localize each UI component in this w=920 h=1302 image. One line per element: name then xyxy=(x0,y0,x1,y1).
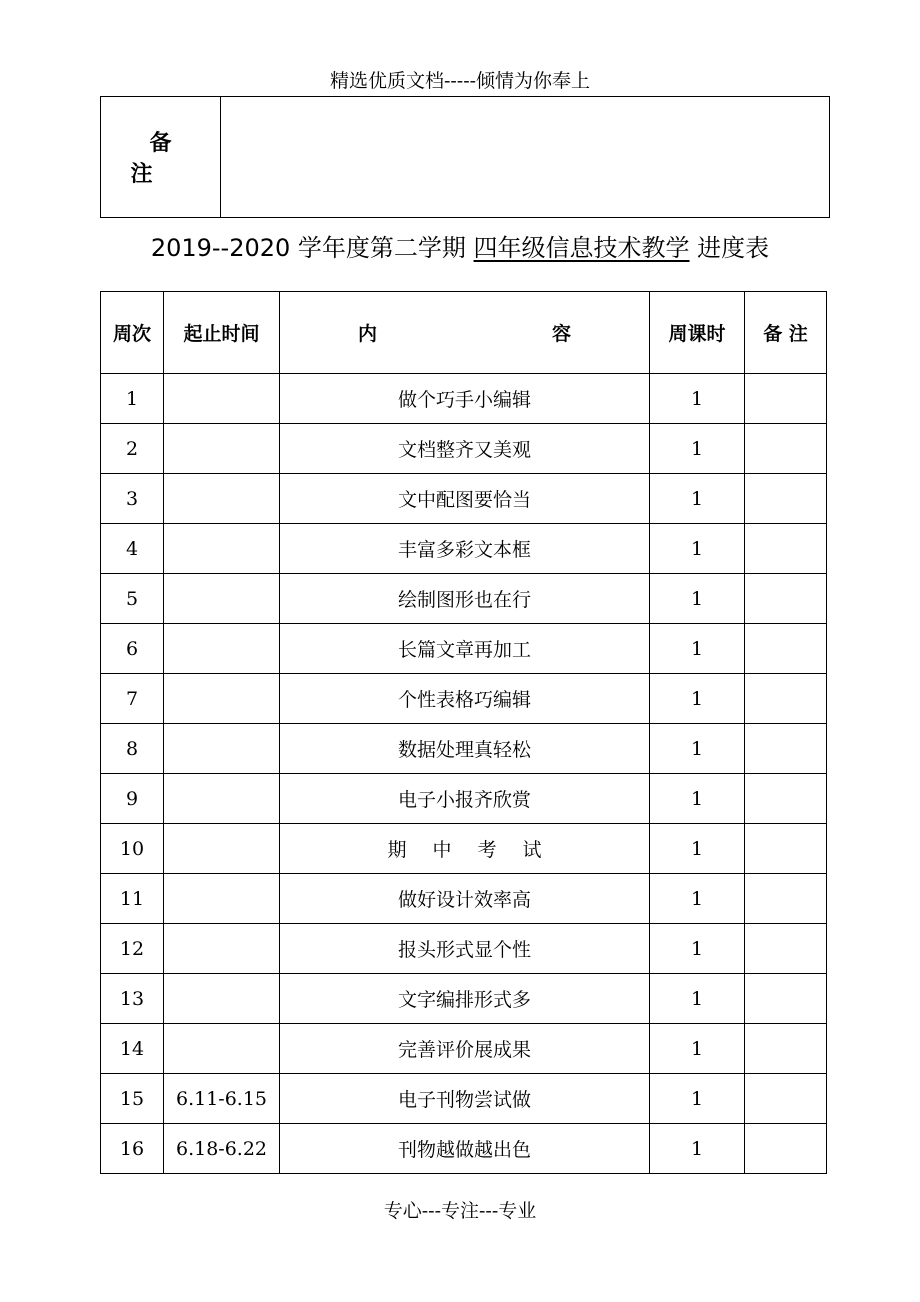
cell-week: 1 xyxy=(101,374,164,424)
cell-week: 6 xyxy=(101,624,164,674)
cell-week: 10 xyxy=(101,824,164,874)
table-row xyxy=(101,474,827,524)
table-row xyxy=(101,574,827,624)
cell-dates xyxy=(164,474,280,524)
cell-week: 12 xyxy=(101,924,164,974)
cell-week: 2 xyxy=(101,424,164,474)
cell-dates: 6.18-6.22 xyxy=(164,1124,280,1174)
cell-hours: 1 xyxy=(650,774,745,824)
cell-content: 电子小报齐欣赏 xyxy=(280,774,650,824)
cell-dates xyxy=(164,424,280,474)
table-row xyxy=(101,1024,827,1074)
title-suffix: 进度表 xyxy=(689,234,770,262)
table-row xyxy=(101,674,827,724)
table-row xyxy=(101,424,827,474)
cell-content: 个性表格巧编辑 xyxy=(280,674,650,724)
header-week: 周次 xyxy=(101,292,164,374)
cell-hours: 1 xyxy=(650,1024,745,1074)
cell-week: 8 xyxy=(101,724,164,774)
cell-week: 9 xyxy=(101,774,164,824)
cell-hours: 1 xyxy=(650,1074,745,1124)
cell-hours: 1 xyxy=(650,674,745,724)
cell-content: 文档整齐又美观 xyxy=(280,424,650,474)
cell-note xyxy=(745,674,827,724)
cell-week: 11 xyxy=(101,874,164,924)
cell-dates xyxy=(164,974,280,1024)
cell-content: 绘制图形也在行 xyxy=(280,574,650,624)
cell-note xyxy=(745,374,827,424)
cell-note xyxy=(745,1124,827,1174)
cell-hours: 1 xyxy=(650,374,745,424)
header-content xyxy=(280,292,650,374)
header-note: 备 注 xyxy=(745,292,827,374)
table-row xyxy=(101,1074,827,1124)
cell-week: 13 xyxy=(101,974,164,1024)
cell-note xyxy=(745,924,827,974)
cell-dates: 6.11-6.15 xyxy=(164,1074,280,1124)
page-footer: 专心---专注---专业 xyxy=(383,1200,537,1222)
cell-dates xyxy=(164,874,280,924)
cell-week: 7 xyxy=(101,674,164,724)
table-row xyxy=(101,774,827,824)
cell-hours: 1 xyxy=(650,424,745,474)
table-row xyxy=(101,924,827,974)
title-underlined: 四年级信息技术教学 xyxy=(473,234,690,262)
remark-box xyxy=(100,96,830,218)
cell-dates xyxy=(164,824,280,874)
cell-note xyxy=(745,1074,827,1124)
cell-hours: 1 xyxy=(650,524,745,574)
cell-note xyxy=(745,874,827,924)
title-prefix: 2019--2020 学年度第二学期 xyxy=(150,234,474,262)
cell-note xyxy=(745,774,827,824)
cell-content: 丰富多彩文本框 xyxy=(280,524,650,574)
cell-hours: 1 xyxy=(650,624,745,674)
cell-hours: 1 xyxy=(650,974,745,1024)
cell-week: 15 xyxy=(101,1074,164,1124)
table-row xyxy=(101,724,827,774)
cell-note xyxy=(745,474,827,524)
page-header: 精选优质文档-----倾情为你奉上 xyxy=(329,70,591,92)
cell-note xyxy=(745,724,827,774)
table-row xyxy=(101,1124,827,1174)
cell-dates xyxy=(164,724,280,774)
cell-content: 文中配图要恰当 xyxy=(280,474,650,524)
cell-content: 数据处理真轻松 xyxy=(280,724,650,774)
cell-week: 3 xyxy=(101,474,164,524)
cell-hours: 1 xyxy=(650,474,745,524)
remark-label: 备 注 xyxy=(101,97,221,218)
cell-dates xyxy=(164,1024,280,1074)
header-dates: 起止时间 xyxy=(164,292,280,374)
cell-hours: 1 xyxy=(650,924,745,974)
cell-hours: 1 xyxy=(650,874,745,924)
cell-dates xyxy=(164,524,280,574)
cell-content: 做好设计效率高 xyxy=(280,874,650,924)
cell-dates xyxy=(164,674,280,724)
cell-note xyxy=(745,574,827,624)
cell-hours: 1 xyxy=(650,724,745,774)
cell-dates xyxy=(164,774,280,824)
table-header-row xyxy=(101,292,827,374)
cell-content: 报头形式显个性 xyxy=(280,924,650,974)
table-row xyxy=(101,524,827,574)
cell-content: 长篇文章再加工 xyxy=(280,624,650,674)
remark-value xyxy=(221,97,830,218)
table-row xyxy=(101,974,827,1024)
cell-week: 14 xyxy=(101,1024,164,1074)
cell-hours: 1 xyxy=(650,574,745,624)
cell-note xyxy=(745,824,827,874)
table-row xyxy=(101,824,827,874)
cell-dates xyxy=(164,624,280,674)
document-title xyxy=(0,228,920,263)
table-row xyxy=(101,624,827,674)
cell-content: 文字编排形式多 xyxy=(280,974,650,1024)
cell-content: 刊物越做越出色 xyxy=(280,1124,650,1174)
cell-week: 4 xyxy=(101,524,164,574)
cell-week: 5 xyxy=(101,574,164,624)
cell-content: 期中考试 xyxy=(280,824,650,874)
schedule-table xyxy=(100,291,827,1174)
cell-hours: 1 xyxy=(650,824,745,874)
cell-note xyxy=(745,1024,827,1074)
cell-note xyxy=(745,524,827,574)
cell-dates xyxy=(164,574,280,624)
cell-content: 完善评价展成果 xyxy=(280,1024,650,1074)
header-content-left: 内 xyxy=(358,323,378,345)
cell-note xyxy=(745,624,827,674)
table-row xyxy=(101,374,827,424)
header-hours: 周课时 xyxy=(650,292,745,374)
cell-content: 做个巧手小编辑 xyxy=(280,374,650,424)
schedule-body xyxy=(101,374,827,1174)
cell-week: 16 xyxy=(101,1124,164,1174)
cell-dates xyxy=(164,374,280,424)
cell-dates xyxy=(164,924,280,974)
cell-hours: 1 xyxy=(650,1124,745,1174)
header-content-right: 容 xyxy=(551,323,571,345)
table-row xyxy=(101,874,827,924)
cell-content: 电子刊物尝试做 xyxy=(280,1074,650,1124)
cell-note xyxy=(745,974,827,1024)
cell-note xyxy=(745,424,827,474)
